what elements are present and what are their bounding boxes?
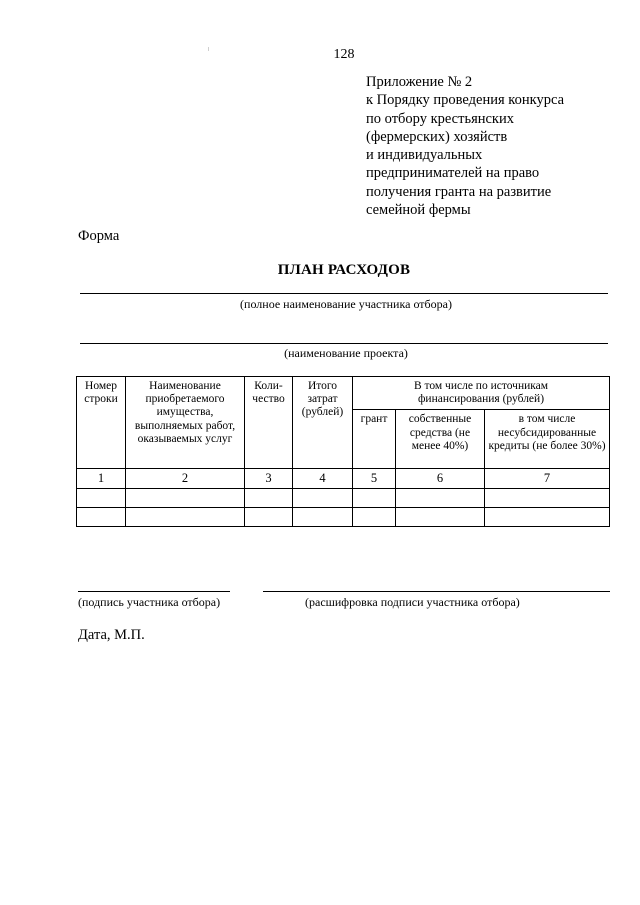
header-quantity: Коли-чество — [245, 377, 293, 469]
appendix-line: получения гранта на развитие — [366, 183, 552, 200]
column-number: 5 — [353, 469, 396, 489]
expense-plan-table — [76, 376, 610, 527]
appendix-line: (фермерских) хозяйств — [366, 128, 508, 145]
table-row — [77, 489, 610, 508]
table-cell[interactable] — [245, 489, 293, 508]
appendix-line: семейной фермы — [366, 202, 471, 219]
signature-caption: (подпись участника отбора) — [78, 595, 221, 609]
appendix-line: предпринимателей на право — [366, 165, 540, 182]
project-caption: (наименование проекта) — [284, 346, 408, 360]
table-cell[interactable] — [77, 489, 126, 508]
column-number: 1 — [77, 469, 126, 489]
column-number-row — [77, 469, 610, 489]
signature-decoding-line[interactable] — [263, 591, 610, 592]
column-number: 4 — [293, 469, 353, 489]
table-cell[interactable] — [293, 489, 353, 508]
form-label: Форма — [78, 228, 120, 244]
header-row-number: Номер строки — [77, 377, 126, 469]
appendix-line: Приложение № 2 — [366, 74, 473, 90]
table-cell[interactable] — [485, 508, 610, 527]
appendix-block — [366, 73, 616, 219]
table-cell[interactable] — [353, 489, 396, 508]
header-item-name: Наименование приобретаемого имущества, выполняемых работ, оказываемых услуг — [126, 377, 245, 469]
signature-line[interactable] — [78, 591, 230, 592]
header-grant: грант — [353, 410, 396, 469]
table-row — [77, 508, 610, 527]
table-cell[interactable] — [245, 508, 293, 527]
participant-caption: (полное наименование участника отбора) — [240, 297, 452, 311]
table-cell[interactable] — [293, 508, 353, 527]
table-cell[interactable] — [126, 489, 245, 508]
table-cell[interactable] — [353, 508, 396, 527]
participant-name-line[interactable] — [80, 293, 608, 294]
column-number: 3 — [245, 469, 293, 489]
signature-decoding-caption: (расшифровка подписи участника отбора) — [305, 595, 520, 609]
document-title: ПЛАН РАСХОДОВ — [277, 262, 411, 278]
header-credits: в том числе несубсидированные кредиты (не более 30%) — [485, 410, 610, 469]
table-cell[interactable] — [126, 508, 245, 527]
table-cell[interactable] — [396, 489, 485, 508]
page-number: 128 — [333, 47, 355, 62]
appendix-line: к Порядку проведения конкурса — [366, 92, 565, 109]
appendix-line: и индивидуальных — [366, 147, 483, 164]
header-total-cost: Итого затрат (рублей) — [293, 377, 353, 469]
column-number: 2 — [126, 469, 245, 489]
table-cell[interactable] — [77, 508, 126, 527]
date-stamp-line: Дата, М.П. — [78, 627, 145, 643]
header-own-funds: собственные средства (не менее 40%) — [396, 410, 485, 469]
appendix-line: по отбору крестьянских — [366, 110, 514, 127]
table-cell[interactable] — [396, 508, 485, 527]
column-number: 6 — [396, 469, 485, 489]
table-cell[interactable] — [485, 489, 610, 508]
header-funding-sources: В том числе по источникам финансирования (рублей) — [353, 377, 610, 410]
table-header-row — [77, 377, 610, 410]
project-name-line[interactable] — [80, 343, 608, 344]
column-number: 7 — [485, 469, 610, 489]
